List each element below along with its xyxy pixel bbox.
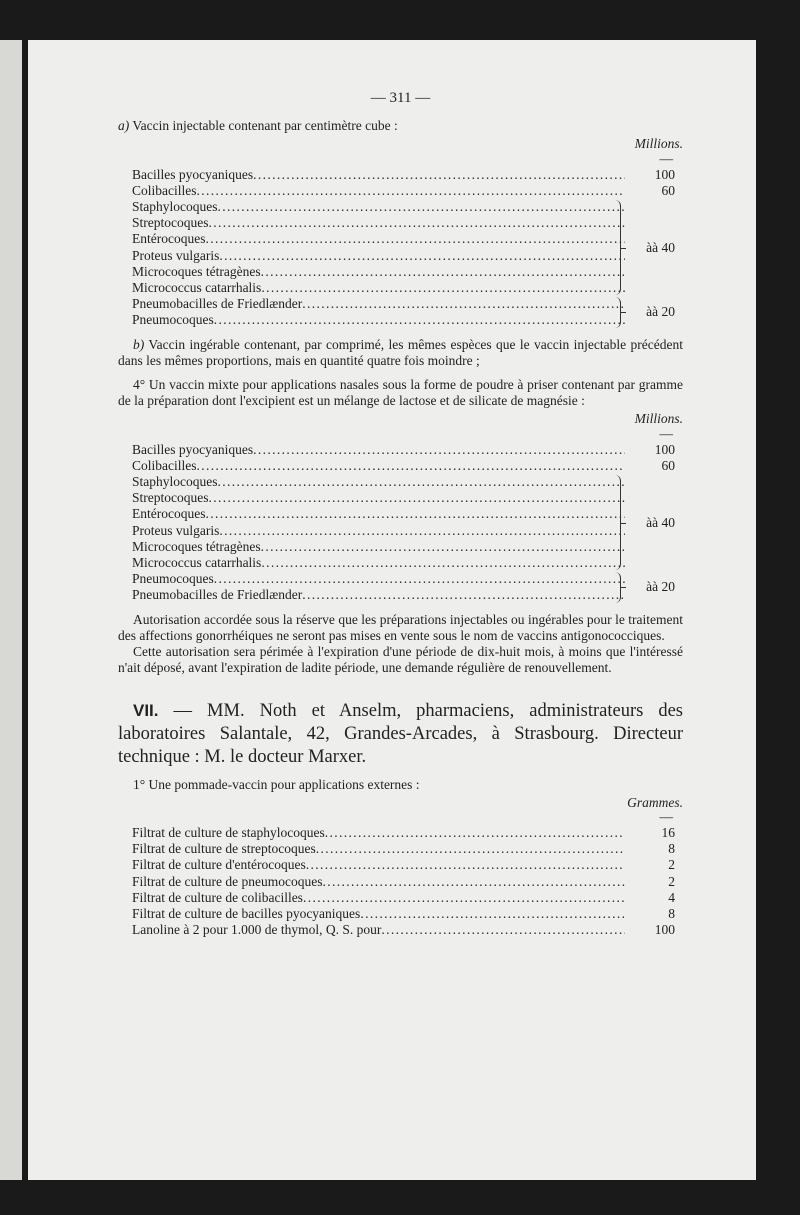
- list-item: Lanoline à 2 pour 1.000 de thymol, Q. S. pour . . . 100: [132, 922, 683, 938]
- list-item: Microcoques tétragènes . . .: [132, 264, 683, 280]
- expiration-paragraph: Cette autorisation sera périmée à l'expiration d'une période de dix-huit mois, à moins que l'intéressé n'ait déposé, avant l'expiration de ladite période, une demande régulière de renouvellement.: [118, 644, 683, 676]
- unit-heading: Millions.: [634, 136, 683, 152]
- list-item: Micrococcus catarrhalis . . .: [132, 555, 683, 571]
- list-item: Filtrat de culture d'entérocoques . . . 2: [132, 857, 683, 873]
- section-vii-heading: VII. — MM. Noth et Anselm, pharmaciens, administrateurs des laboratoires Salantale, 42, Grandes-Arcades, à Strasbourg. Directeur technique : M. le docteur Marxer.: [118, 700, 683, 767]
- section-a-intro: a) Vaccin injectable contenant par centimètre cube :: [118, 118, 398, 134]
- section-4-paragraph: 4° Un vaccin mixte pour applications nasales sous la forme de poudre à priser contenant par gramme de la préparation dont l'excipient est un mélange de lactose et de silicate de magnésie :: [118, 377, 683, 409]
- list-item: Filtrat de culture de pneumocoques . . . 2: [132, 874, 683, 890]
- brace: [614, 200, 621, 295]
- list-item: Pneumocoques . . .: [132, 312, 683, 328]
- list-item: Filtrat de culture de streptocoques . . . 8: [132, 841, 683, 857]
- brace: [614, 572, 621, 602]
- unit-dash: —: [659, 808, 673, 824]
- document-page: [28, 40, 756, 1180]
- section-b-paragraph: b) Vaccin ingérable contenant, par comprimé, les mêmes espèces que le vaccin injectable précédent dans les mêmes proportions, mais en quantité quatre fois moindre ;: [118, 336, 683, 368]
- unit-heading: Millions.: [634, 411, 683, 427]
- list-item: Filtrat de culture de staphylocoques . . . 16: [132, 825, 683, 841]
- list-item: Entérocoques . . .: [132, 506, 683, 522]
- list-item: Filtrat de culture de bacilles pyocyaniques . . . 8: [132, 906, 683, 922]
- group-value: àà 20: [646, 579, 675, 595]
- unit-heading: Grammes.: [627, 794, 683, 810]
- group-value: àà 40: [646, 239, 675, 255]
- list-item: Proteus vulgaris . . .: [132, 523, 683, 539]
- page-number: — 311 —: [370, 90, 431, 106]
- brace: [614, 297, 621, 327]
- section-vii-1-intro: 1° Une pommade-vaccin pour applications externes :: [133, 776, 420, 792]
- list-item: Proteus vulgaris . . .: [132, 248, 683, 264]
- unit-dash: —: [659, 425, 673, 441]
- unit-dash: —: [659, 150, 673, 166]
- list-item: Pneumocoques . . .: [132, 571, 683, 587]
- ingredient-group: [132, 199, 683, 296]
- list-item: Staphylocoques . . .: [132, 199, 683, 215]
- list-item: Streptocoques . . .: [132, 215, 683, 231]
- list-item: Bacilles pyocyaniques . . . 100: [132, 442, 683, 458]
- list-item: Staphylocoques . . .: [132, 474, 683, 490]
- page-content: [118, 90, 683, 938]
- list-item: Pneumobacilles de Friedlænder . . .: [132, 587, 683, 603]
- ingredient-list-a: [132, 167, 683, 329]
- group-value: àà 20: [646, 304, 675, 320]
- ingredient-list-vii: [132, 825, 683, 938]
- section-b-label: b): [133, 336, 145, 352]
- ingredient-group: [132, 571, 683, 603]
- list-item: Bacilles pyocyaniques . . . 100: [132, 167, 683, 183]
- list-item: Filtrat de culture de colibacilles . . . 4: [132, 890, 683, 906]
- ingredient-group: [132, 474, 683, 571]
- ingredient-group: [132, 296, 683, 328]
- ingredient-list-4: [132, 442, 683, 604]
- section-vii-number: VII.: [133, 700, 159, 720]
- list-item: Streptocoques . . .: [132, 490, 683, 506]
- list-item: Entérocoques . . .: [132, 231, 683, 247]
- list-item: Pneumobacilles de Friedlænder . . .: [132, 296, 683, 312]
- authorisation-paragraph: Autorisation accordée sous la réserve que les préparations injectables ou ingérables pour le traitement des affections gonorrhéiques ne seront pas mises en vente sous le nom de vaccins antigonococciques.: [118, 611, 683, 643]
- section-a-label: a): [118, 118, 130, 134]
- previous-page-edge: [0, 40, 22, 1180]
- list-item: Micrococcus catarrhalis . . .: [132, 280, 683, 296]
- brace: [614, 475, 621, 570]
- list-item: Colibacilles . . . 60: [132, 183, 683, 199]
- list-item: Microcoques tétragènes . . .: [132, 539, 683, 555]
- list-item: Colibacilles . . . 60: [132, 458, 683, 474]
- group-value: àà 40: [646, 514, 675, 530]
